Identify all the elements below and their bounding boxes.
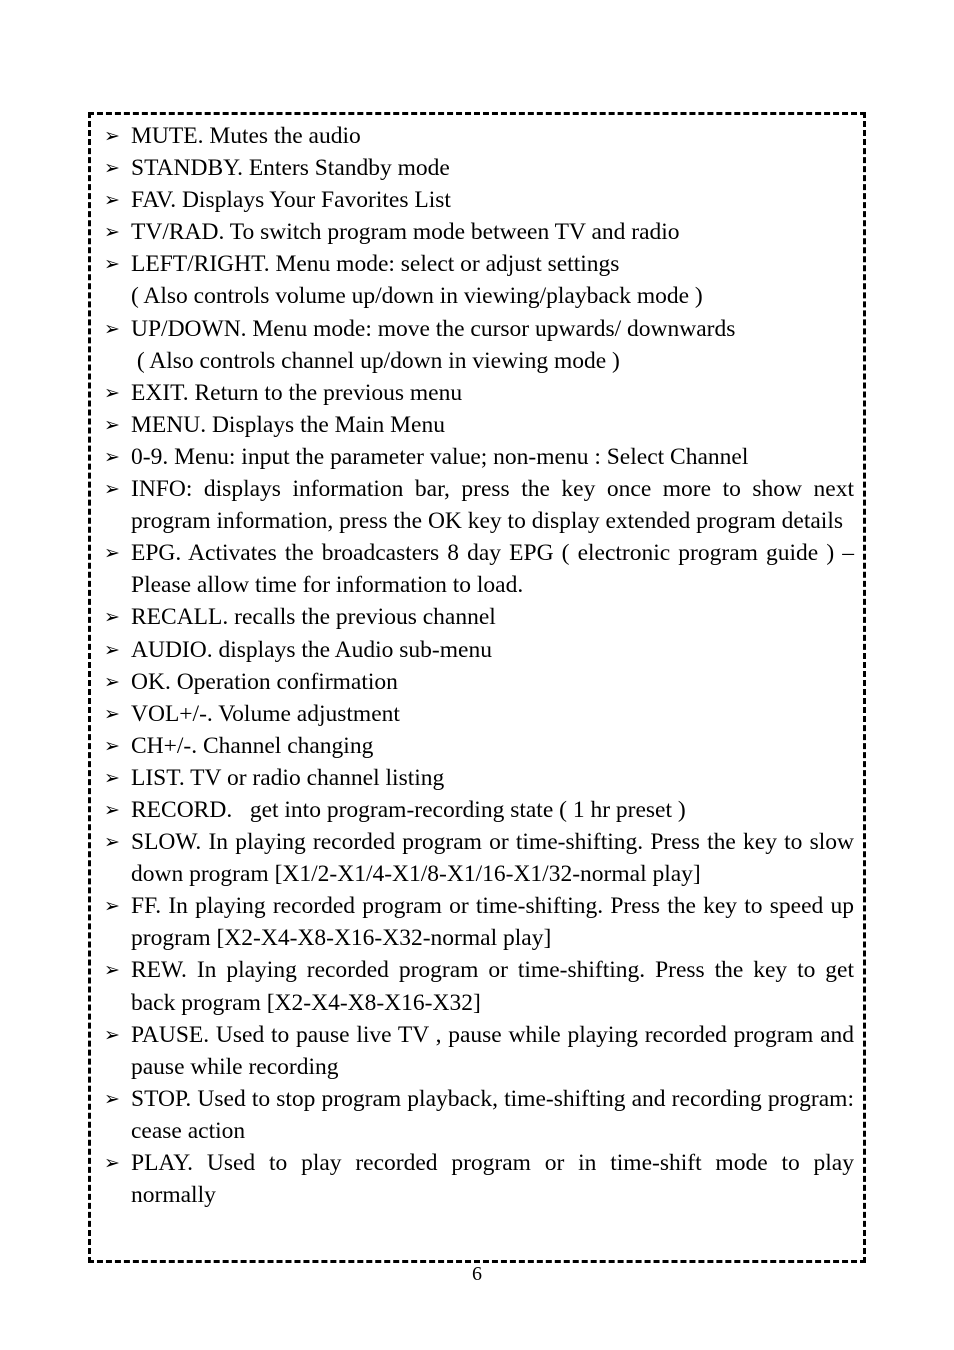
item-text: RECALL. recalls the previous channel — [131, 604, 496, 631]
list-item — [104, 184, 854, 216]
list-item — [104, 601, 854, 633]
arrow-bullet-icon: ➢ — [104, 798, 120, 821]
item-text: EXIT. Return to the previous menu — [131, 379, 463, 406]
arrow-bullet-icon: ➢ — [104, 542, 120, 565]
item-text: AUDIO. displays the Audio sub-menu — [131, 636, 492, 663]
list-item — [104, 1147, 854, 1211]
item-text: EPG. Activates the broadcasters 8 day EPG ( electronic program guide ) – Please allow time for information to load. — [131, 540, 854, 599]
arrow-bullet-icon: ➢ — [104, 157, 120, 180]
item-text: UP/DOWN. Menu mode: move the cursor upwards/ downwards — [131, 315, 736, 342]
arrow-bullet-icon: ➢ — [104, 606, 120, 629]
arrow-bullet-icon: ➢ — [104, 317, 120, 340]
arrow-bullet-icon: ➢ — [104, 702, 120, 725]
item-text: MUTE. Mutes the audio — [131, 123, 361, 149]
item-text: TV/RAD. To switch program mode between TV and radio — [131, 219, 680, 246]
list-item — [104, 441, 854, 473]
item-text: LEFT/RIGHT. Menu mode: select or adjust settings — [131, 251, 620, 278]
list-item — [104, 1083, 854, 1147]
list-item — [104, 634, 854, 666]
arrow-bullet-icon: ➢ — [104, 253, 120, 276]
item-text: INFO: displays information bar, press the key once more to show next program information, press the OK key to display extended program details — [131, 476, 854, 535]
list-item — [104, 826, 854, 890]
item-text: VOL+/-. Volume adjustment — [131, 700, 400, 727]
item-text: RECORD. get into program-recording state ( 1 hr preset ) — [131, 796, 686, 823]
item-text: MENU. Displays the Main Menu — [131, 411, 445, 438]
list-item — [104, 537, 854, 601]
item-text: PLAY. Used to play recorded program or in time-shift mode to play normally — [131, 1150, 854, 1209]
list-item — [104, 954, 854, 1018]
list-item — [104, 216, 854, 248]
list-item — [104, 666, 854, 698]
arrow-bullet-icon: ➢ — [104, 959, 120, 982]
arrow-bullet-icon: ➢ — [104, 895, 120, 918]
item-text: LIST. TV or radio channel listing — [131, 764, 445, 791]
page-number: 6 — [472, 1263, 482, 1285]
item-text: REW. In playing recorded program or time-shifting. Press the key to get back program [X2-X4-X8-X16-X32] — [131, 957, 854, 1016]
arrow-bullet-icon: ➢ — [104, 445, 120, 468]
list-item — [104, 248, 854, 312]
list-item — [104, 730, 854, 762]
item-text: SLOW. In playing recorded program or time-shifting. Press the key to slow down program [X1/2-X1/4-X1/8-X1/16-X1/32-normal play] — [131, 829, 854, 888]
item-text: OK. Operation confirmation — [131, 668, 398, 695]
arrow-bullet-icon: ➢ — [104, 381, 120, 404]
item-text: PAUSE. Used to pause live TV , pause while playing recorded program and pause while recording — [131, 1021, 854, 1080]
item-text: STANDBY. Enters Standby mode — [131, 155, 450, 182]
arrow-bullet-icon: ➢ — [104, 189, 120, 212]
list-item — [104, 473, 854, 537]
arrow-bullet-icon: ➢ — [104, 1152, 120, 1174]
item-text: FF. In playing recorded program or time-shifting. Press the key to speed up program [X2-X4-X8-X16-X32-normal play] — [131, 893, 854, 952]
arrow-bullet-icon: ➢ — [104, 734, 120, 757]
arrow-bullet-icon: ➢ — [104, 831, 120, 854]
item-text: FAV. Displays Your Favorites List — [131, 187, 451, 214]
list-item — [104, 698, 854, 730]
arrow-bullet-icon: ➢ — [104, 221, 120, 244]
list-item — [104, 409, 854, 441]
list-item — [104, 313, 854, 377]
list-item — [104, 1019, 854, 1083]
arrow-bullet-icon: ➢ — [104, 478, 120, 501]
arrow-bullet-icon: ➢ — [104, 670, 120, 693]
arrow-bullet-icon: ➢ — [104, 1023, 120, 1046]
item-text: CH+/-. Channel changing — [131, 732, 374, 759]
list-item — [104, 377, 854, 409]
item-note: ( Also controls channel up/down in viewing mode ) — [131, 347, 620, 374]
list-item — [104, 120, 854, 152]
item-note: ( Also controls volume up/down in viewing/playback mode ) — [131, 283, 703, 310]
arrow-bullet-icon: ➢ — [104, 1087, 120, 1110]
remote-key-list — [104, 120, 854, 1211]
list-item — [104, 890, 854, 954]
list-item — [104, 152, 854, 184]
arrow-bullet-icon: ➢ — [104, 413, 120, 436]
arrow-bullet-icon: ➢ — [104, 766, 120, 789]
list-item — [104, 762, 854, 794]
list-item — [104, 794, 854, 826]
arrow-bullet-icon: ➢ — [104, 638, 120, 661]
item-text: 0-9. Menu: input the parameter value; non-menu : Select Channel — [131, 443, 749, 470]
item-text: STOP. Used to stop program playback, time-shifting and recording program: cease action — [131, 1085, 854, 1144]
arrow-bullet-icon: ➢ — [104, 125, 120, 147]
